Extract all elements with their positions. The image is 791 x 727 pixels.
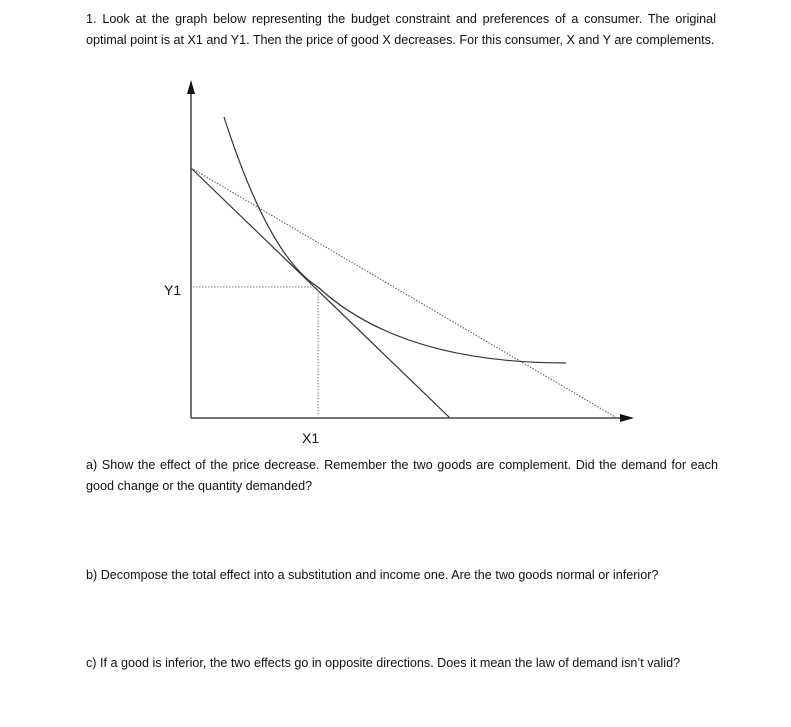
x-axis-arrowhead (620, 414, 634, 422)
y-axis-arrowhead (187, 80, 195, 94)
new-budget-line (191, 168, 617, 418)
x1-label: X1 (302, 430, 320, 446)
original-budget-line (191, 168, 450, 418)
part-c-text: c) If a good is inferior, the two effects go in opposite directions. Does it mean the law of demand isn’t valid? (86, 656, 681, 670)
indifference-curve (224, 117, 566, 363)
question-1-text: 1. Look at the graph below representing the budget constraint and preferences of a consumer. The original optimal point is at X1 and Y1. Then the price of good X decreases. For this consumer, X and Y are complements. (86, 12, 716, 47)
part-b-text: b) Decompose the total effect into a substitution and income one. Are the two goods normal or inferior? (86, 568, 659, 582)
y1-label: Y1 (164, 282, 182, 298)
part-a-text: a) Show the effect of the price decrease. Remember the two goods are complement. Did the demand for each good change or the quantity demanded? (86, 458, 718, 493)
